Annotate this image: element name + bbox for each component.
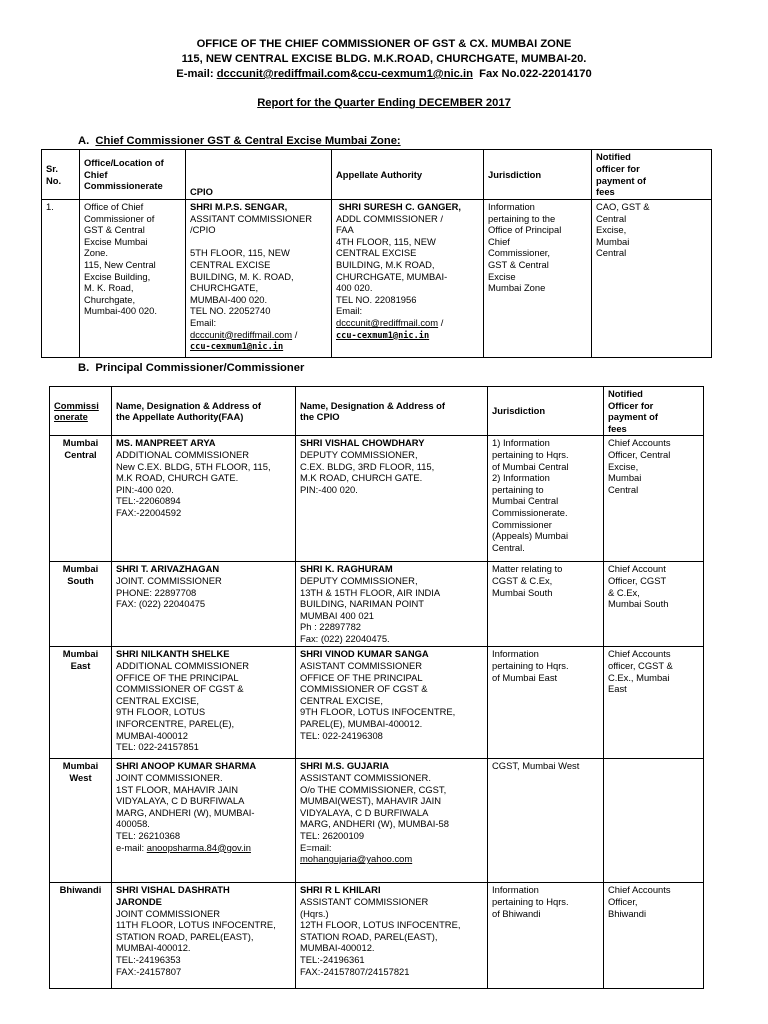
faa-details: ADDITIONAL COMMISSIONER New C.EX. BLDG, 5TH FLOOR, 115, M.K ROAD, CHURCH GATE. PIN:-400 020. TEL:-22060894 FAX:-22004592 <box>116 448 271 518</box>
faa-name: SHRI NILKANTH SHELKE <box>116 648 230 660</box>
table-row <box>50 562 704 647</box>
cell-jurisdiction: Information pertaining to Hqrs. of Bhiwandi <box>488 883 604 989</box>
email-separator: & <box>350 68 359 80</box>
faa-details: JOINT COMMISSIONER. 1ST FLOOR, MAHAVIR JAIN VIDYALAYA, C D BURFIWALA MARG, ANDHERI (W), MUMBAI- 400058. TEL: 26210368 <box>116 771 255 841</box>
faa-name: MS. MANPREET ARYA <box>116 437 216 449</box>
cell-commissionerate: Mumbai Central <box>50 436 112 562</box>
cell-faa <box>112 562 296 647</box>
faa-email-link[interactable]: anoopsharma.84@gov.in <box>146 841 251 853</box>
section-b-table <box>49 386 704 989</box>
cpio-email-link-2[interactable]: ccu-cexmum1@nic.in <box>190 342 284 353</box>
col-srno-header: Sr. No. <box>42 150 80 200</box>
cell-commissionerate: Bhiwandi <box>50 883 112 989</box>
faa-details: ADDITIONAL COMMISSIONER OFFICE OF THE PRINCIPAL COMMISSIONER OF CGST & CENTRAL EXCISE, 9TH FLOOR, LOTUS INFORCENTRE, PAREL(E), MUMBAI-400012 TEL: 022-24157851 <box>116 659 249 753</box>
appellate-name: SHRI SURESH C. GANGER, <box>336 201 462 212</box>
table-row <box>50 647 704 759</box>
cell-notified <box>604 759 704 883</box>
email-link-1[interactable]: dcccunit@rediffmail.com <box>216 68 351 80</box>
contact-line <box>0 67 768 81</box>
cell-jurisdiction: Information pertaining to the Office of Principal Chief Commissioner, GST & Central Excise Mumbai Zone <box>484 200 592 358</box>
cell-faa <box>112 883 296 989</box>
cell-commissionerate: Mumbai West <box>50 759 112 883</box>
col-cpio-header: Name, Designation & Address of the CPIO <box>296 387 488 436</box>
col-faa-header: Name, Designation & Address of the Appellate Authority(FAA) <box>112 387 296 436</box>
appellate-email-link-2[interactable]: ccu-cexmum1@nic.in <box>336 330 430 341</box>
col-jurisdiction-header: Jurisdiction <box>488 387 604 436</box>
cell-notified: Chief Account Officer, CGST & C.Ex, Mumbai South <box>604 562 704 647</box>
cell-cpio <box>296 883 488 989</box>
appellate-details: ADDL COMMISSIONER / FAA 4TH FLOOR, 115, NEW CENTRAL EXCISE BUILDING, M.K ROAD, CHURCHGATE, MUMBAI- 400 020. TEL NO. 22081956 Email: <box>336 212 448 317</box>
faa-details: JOINT. COMMISSIONER PHONE: 22897708 FAX: (022) 22040475 <box>116 574 222 610</box>
cpio-name: SHRI VINOD KUMAR SANGA <box>300 648 429 660</box>
email-label: E-mail: <box>176 68 217 80</box>
col-jurisdiction-header: Jurisdiction <box>484 150 592 200</box>
office-title: OFFICE OF THE CHIEF COMMISSIONER OF GST & CX. MUMBAI ZONE <box>196 38 572 50</box>
cpio-name: SHRI VISHAL CHOWDHARY <box>300 437 425 449</box>
col-notified-header: Notified officer for payment of fees <box>592 150 712 200</box>
cpio-name: SHRI K. RAGHURAM <box>300 563 393 575</box>
col-notified-header: Notified Officer for payment of fees <box>604 387 704 436</box>
cell-jurisdiction: Matter relating to CGST & C.Ex, Mumbai South <box>488 562 604 647</box>
cpio-name: SHRI M.P.S. SENGAR, <box>190 201 288 212</box>
section-b-header-row <box>50 387 704 436</box>
cell-faa <box>112 759 296 883</box>
faa-email-label: e-mail: <box>116 841 147 853</box>
table-row <box>42 200 712 358</box>
table-row <box>50 883 704 989</box>
fax-number: Fax No.022-22014170 <box>472 68 592 80</box>
cell-cpio <box>296 759 488 883</box>
faa-details: JOINT COMMISSIONER 11TH FLOOR, LOTUS INFOCENTRE, STATION ROAD, PAREL(EAST), MUMBAI-400012. TEL:-24196353 FAX:-24157807 <box>116 907 276 977</box>
office-address: 115, NEW CENTRAL EXCISE BLDG. M.K.ROAD, CHURCHGATE, MUMBAI-20. <box>181 53 587 65</box>
section-a-header-row <box>42 150 712 200</box>
cpio-name: SHRI M.S. GUJARIA <box>300 760 390 772</box>
faa-name: SHRI ANOOP KUMAR SHARMA <box>116 760 257 772</box>
cpio-details: ASSISTANT COMMISSIONER (Hqrs.) 12TH FLOOR, LOTUS INFOCENTRE, STATION ROAD, PAREL(EAST), MUMBAI-400012. TEL:-24196361 FAX:-24157807/24157821 <box>300 895 461 977</box>
cpio-details: DEPUTY COMMISSIONER, C.EX. BLDG, 3RD FLOOR, 115, M.K ROAD, CHURCH GATE. PIN:-400 020. <box>300 448 435 495</box>
cpio-email-separator: / <box>292 328 298 340</box>
cpio-details: ASSISTANT COMMISSIONER. O/o THE COMMISSIONER, CGST, MUMBAI(WEST), MAHAVIR JAIN VIDYALAYA, C D BURFIWALA MARG, ANDHERI (W), MUMBAI-58 TEL: 26200109 E=mail: <box>300 771 449 853</box>
appellate-email-separator: / <box>438 316 444 328</box>
cell-faa <box>112 647 296 759</box>
cell-faa <box>112 436 296 562</box>
section-b-title: Principal Commissioner/Commissioner <box>95 362 305 374</box>
cell-notified: Chief Accounts Officer, Bhiwandi <box>604 883 704 989</box>
cell-srno: 1. <box>42 200 80 358</box>
section-a-table <box>41 149 712 358</box>
appellate-email-link-1[interactable]: dcccunit@rediffmail.com <box>336 316 439 328</box>
cell-notified: Chief Accounts officer, CGST & C.Ex., Mumbai East <box>604 647 704 759</box>
faa-name: SHRI VISHAL DASHRATH JARONDE <box>116 884 230 907</box>
section-b-marker: B. <box>78 362 90 374</box>
cpio-name: SHRI R L KHILARI <box>300 884 381 896</box>
table-row <box>50 436 704 562</box>
faa-name: SHRI T. ARIVAZHAGAN <box>116 563 220 575</box>
col-cpio-header: CPIO <box>186 150 332 200</box>
cell-cpio <box>186 200 332 358</box>
cell-cpio <box>296 436 488 562</box>
cpio-email-link-1[interactable]: dcccunit@rediffmail.com <box>190 328 293 340</box>
cell-office: Office of Chief Commissioner of GST & Central Excise Mumbai Zone. 115, New Central Excise Building, M. K. Road, Churchgate, Mumbai-400 020. <box>80 200 186 358</box>
col-appellate-header: Appellate Authority <box>332 150 484 200</box>
cell-jurisdiction: 1) Information pertaining to Hqrs. of Mumbai Central 2) Information pertaining to Mumbai Central Commissionerate. Commissioner (Appeals) Mumbai Central. <box>488 436 604 562</box>
cell-cpio <box>296 562 488 647</box>
cell-notified: Chief Accounts Officer, Central Excise, Mumbai Central <box>604 436 704 562</box>
section-a-heading <box>78 135 401 147</box>
section-b-heading <box>78 362 304 374</box>
section-a-marker: A. <box>78 135 90 147</box>
cell-jurisdiction: CGST, Mumbai West <box>488 759 604 883</box>
cell-cpio <box>296 647 488 759</box>
cell-commissionerate: Mumbai South <box>50 562 112 647</box>
section-a-title: Chief Commissioner GST & Central Excise Mumbai Zone: <box>95 135 401 147</box>
email-link-2[interactable]: ccu-cexmum1@nic.in <box>358 68 473 80</box>
col-commissionerate-header: Commissi onerate <box>50 387 112 436</box>
cell-appellate <box>332 200 484 358</box>
cpio-details: DEPUTY COMMISSIONER, 13TH & 15TH FLOOR, AIR INDIA BUILDING, NARIMAN POINT MUMBAI 400 021 Ph : 22897782 Fax: (022) 22040475. <box>300 574 441 644</box>
table-row <box>50 759 704 883</box>
col-office-header: Office/Location of Chief Commissionerate <box>80 150 186 200</box>
cell-notified: CAO, GST & Central Excise, Mumbai Central <box>592 200 712 358</box>
cpio-details: ASISTANT COMMISSIONER OFFICE OF THE PRINCIPAL COMMISSIONER OF CGST & CENTRAL EXCISE, 9TH FLOOR, LOTUS INFOCENTRE, PAREL(E), MUMBAI-400012. TEL: 022-24196308 <box>300 659 456 741</box>
cpio-email-link[interactable]: mohangujaria@yahoo.com <box>300 853 413 865</box>
cell-jurisdiction: Information pertaining to Hqrs. of Mumbai East <box>488 647 604 759</box>
cell-commissionerate: Mumbai East <box>50 647 112 759</box>
cpio-details: ASSITANT COMMISSIONER /CPIO 5TH FLOOR, 115, NEW CENTRAL EXCISE BUILDING, M. K. ROAD, CHURCHGATE, MUMBAI-400 020. TEL NO. 22052740 Email: <box>190 212 313 328</box>
report-title: Report for the Quarter Ending DECEMBER 2017 <box>257 97 511 109</box>
